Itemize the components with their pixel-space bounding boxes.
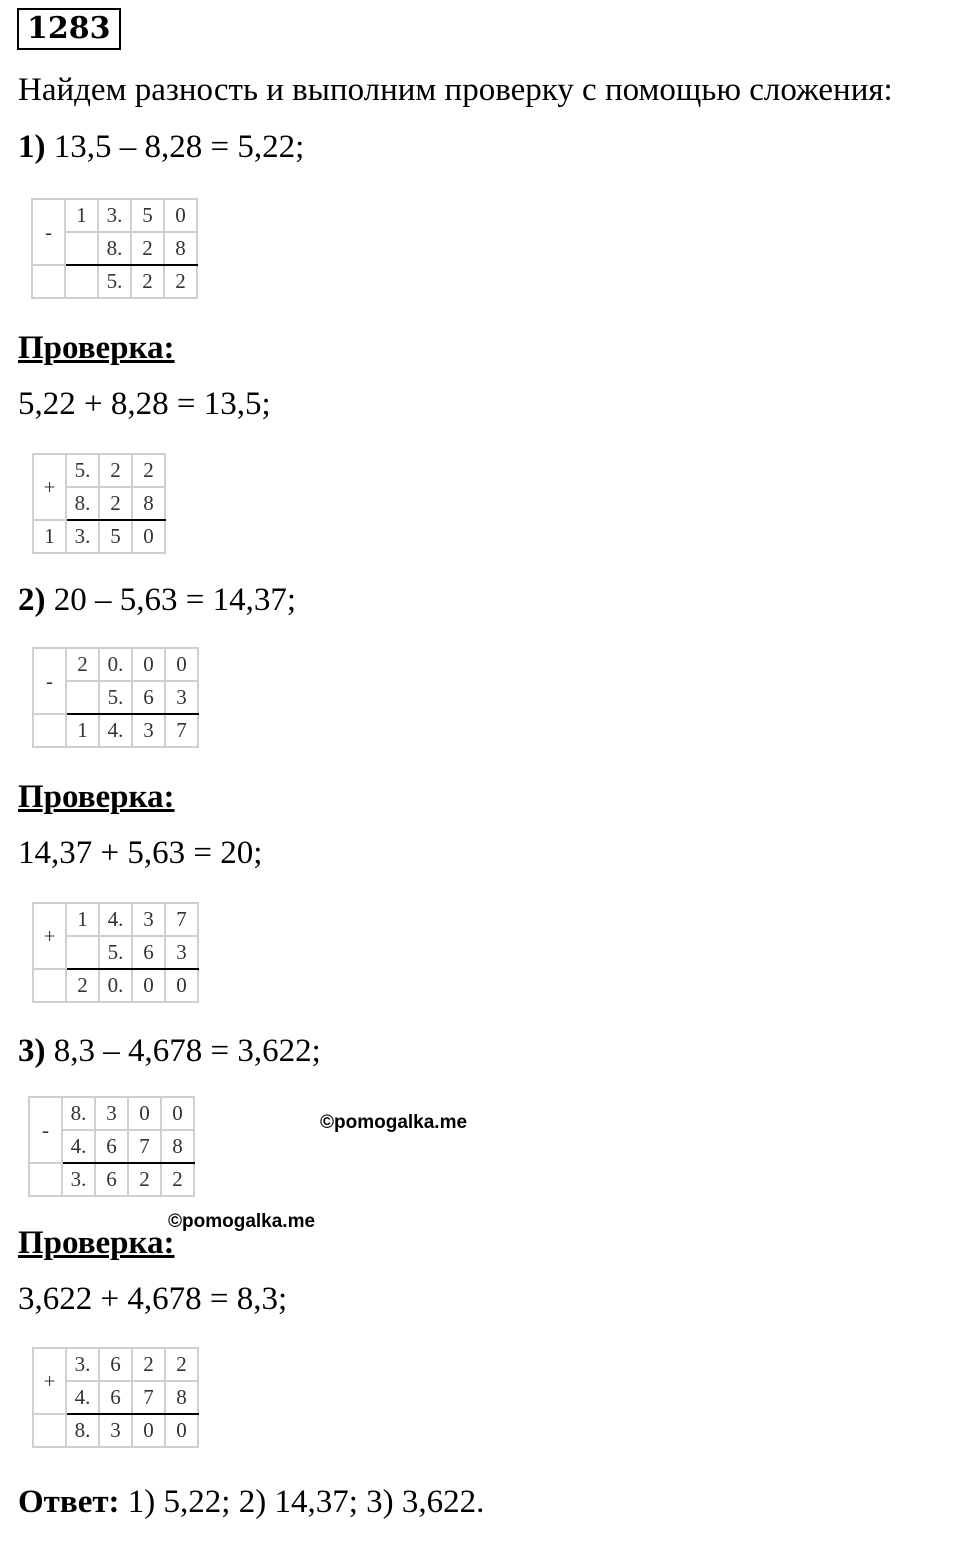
grid-cell: 0 (132, 648, 165, 681)
grid-cell: 3 (165, 681, 198, 714)
grid-cell: 5. (98, 265, 131, 298)
grid-cell: 8 (161, 1130, 194, 1163)
check-heading-3: Проверка: (18, 1225, 175, 1261)
grid-cell: 6 (95, 1163, 128, 1196)
intro-text: Найдем разность и выполним проверку с помощью сложения: (18, 72, 893, 108)
grid-cell: 8 (165, 1381, 198, 1414)
check-expression-2: 14,37 + 5,63 = 20; (18, 835, 263, 871)
addition-grid-3 (32, 1347, 199, 1448)
grid-cell: 0. (99, 648, 132, 681)
grid-cell (29, 1163, 62, 1196)
grid-cell: 2 (66, 648, 99, 681)
grid-cell: 0 (165, 648, 198, 681)
grid-cell (66, 936, 99, 969)
grid-cell: + (33, 1348, 66, 1414)
problem-2-expression: 20 – 5,63 = 14,37; (53, 582, 297, 618)
grid-cell: 0 (132, 969, 165, 1002)
grid-cell (33, 1414, 66, 1447)
grid-cell: 8. (66, 1414, 99, 1447)
grid-cell: 5. (99, 681, 132, 714)
grid-cell: 0 (164, 199, 197, 232)
problem-2-label: 2) (18, 582, 46, 618)
addition-grid-1 (32, 453, 166, 554)
grid-cell (33, 714, 66, 747)
grid-cell: 1 (66, 903, 99, 936)
grid-cell: 2 (66, 969, 99, 1002)
grid-cell: 5 (131, 199, 164, 232)
grid-cell: 0 (165, 1414, 198, 1447)
grid-cell: - (29, 1097, 62, 1163)
grid-cell: 3 (132, 903, 165, 936)
grid-cell: 2 (164, 265, 197, 298)
grid-cell: 7 (165, 714, 198, 747)
grid-cell: 0 (161, 1097, 194, 1130)
grid-cell: 2 (99, 454, 132, 487)
grid-cell: 3. (66, 1348, 99, 1381)
grid-cell: 6 (95, 1130, 128, 1163)
grid-cell: 6 (99, 1381, 132, 1414)
grid-cell: 2 (99, 487, 132, 520)
grid-cell: 3 (95, 1097, 128, 1130)
problem-3-expression: 8,3 – 4,678 = 3,622; (53, 1033, 321, 1069)
grid-cell (65, 232, 98, 265)
addition-grid-2 (32, 902, 199, 1003)
grid-cell: 4. (99, 903, 132, 936)
problem-3-statement (18, 1031, 321, 1071)
grid-cell: 6 (132, 936, 165, 969)
grid-cell: 6 (99, 1348, 132, 1381)
grid-cell: 0 (132, 520, 165, 553)
watermark: ©pomogalka.me (168, 1211, 316, 1232)
subtraction-grid-3 (28, 1096, 195, 1197)
grid-cell: 8. (62, 1097, 95, 1130)
grid-cell: 2 (165, 1348, 198, 1381)
grid-cell: - (32, 199, 65, 265)
grid-cell: 4. (99, 714, 132, 747)
check-expression-1: 5,22 + 8,28 = 13,5; (18, 386, 271, 422)
grid-cell: 7 (165, 903, 198, 936)
task-number: 1283 (17, 8, 121, 50)
grid-cell: 0 (165, 969, 198, 1002)
grid-cell: 8 (132, 487, 165, 520)
grid-cell: 0 (132, 1414, 165, 1447)
check-expression-3: 3,622 + 4,678 = 8,3; (18, 1281, 288, 1317)
grid-cell: 1 (65, 199, 98, 232)
grid-cell: 0 (128, 1097, 161, 1130)
grid-cell: + (33, 454, 66, 520)
grid-cell: 8 (164, 232, 197, 265)
problem-3-label: 3) (18, 1033, 46, 1069)
grid-cell: 3 (165, 936, 198, 969)
grid-cell: 2 (132, 1348, 165, 1381)
subtraction-grid-1 (31, 198, 198, 299)
grid-cell: 8. (98, 232, 131, 265)
watermark: ©pomogalka.me (320, 1112, 468, 1133)
grid-cell: 1 (66, 714, 99, 747)
problem-1-expression: 13,5 – 8,28 = 5,22; (53, 129, 305, 165)
grid-cell (65, 265, 98, 298)
grid-cell: 7 (128, 1130, 161, 1163)
grid-cell: 7 (132, 1381, 165, 1414)
grid-cell: 8. (66, 487, 99, 520)
grid-cell: 3 (99, 1414, 132, 1447)
grid-cell (32, 265, 65, 298)
grid-cell: 5. (99, 936, 132, 969)
grid-cell: 0. (99, 969, 132, 1002)
check-heading-1: Проверка: (18, 330, 175, 366)
grid-cell: 3 (132, 714, 165, 747)
grid-cell: 2 (161, 1163, 194, 1196)
grid-cell: 4. (66, 1381, 99, 1414)
grid-cell: 3. (62, 1163, 95, 1196)
check-heading-2: Проверка: (18, 779, 175, 815)
grid-cell: - (33, 648, 66, 714)
grid-cell: 5 (99, 520, 132, 553)
problem-1-statement (18, 127, 304, 167)
grid-cell: 4. (62, 1130, 95, 1163)
answer-text: 1) 5,22; 2) 14,37; 3) 3,622. (127, 1484, 485, 1520)
grid-cell: 2 (131, 265, 164, 298)
grid-cell: 2 (128, 1163, 161, 1196)
grid-cell: 6 (132, 681, 165, 714)
grid-cell: 5. (66, 454, 99, 487)
problem-2-statement (18, 580, 296, 620)
answer-label: Ответ: (18, 1484, 120, 1520)
grid-cell: 3. (98, 199, 131, 232)
grid-cell (66, 681, 99, 714)
grid-cell: 3. (66, 520, 99, 553)
grid-cell (33, 969, 66, 1002)
problem-1-label: 1) (18, 129, 46, 165)
subtraction-grid-2 (32, 647, 199, 748)
grid-cell: 1 (33, 520, 66, 553)
grid-cell: + (33, 903, 66, 969)
grid-cell: 2 (131, 232, 164, 265)
answer-line (18, 1482, 484, 1522)
grid-cell: 2 (132, 454, 165, 487)
